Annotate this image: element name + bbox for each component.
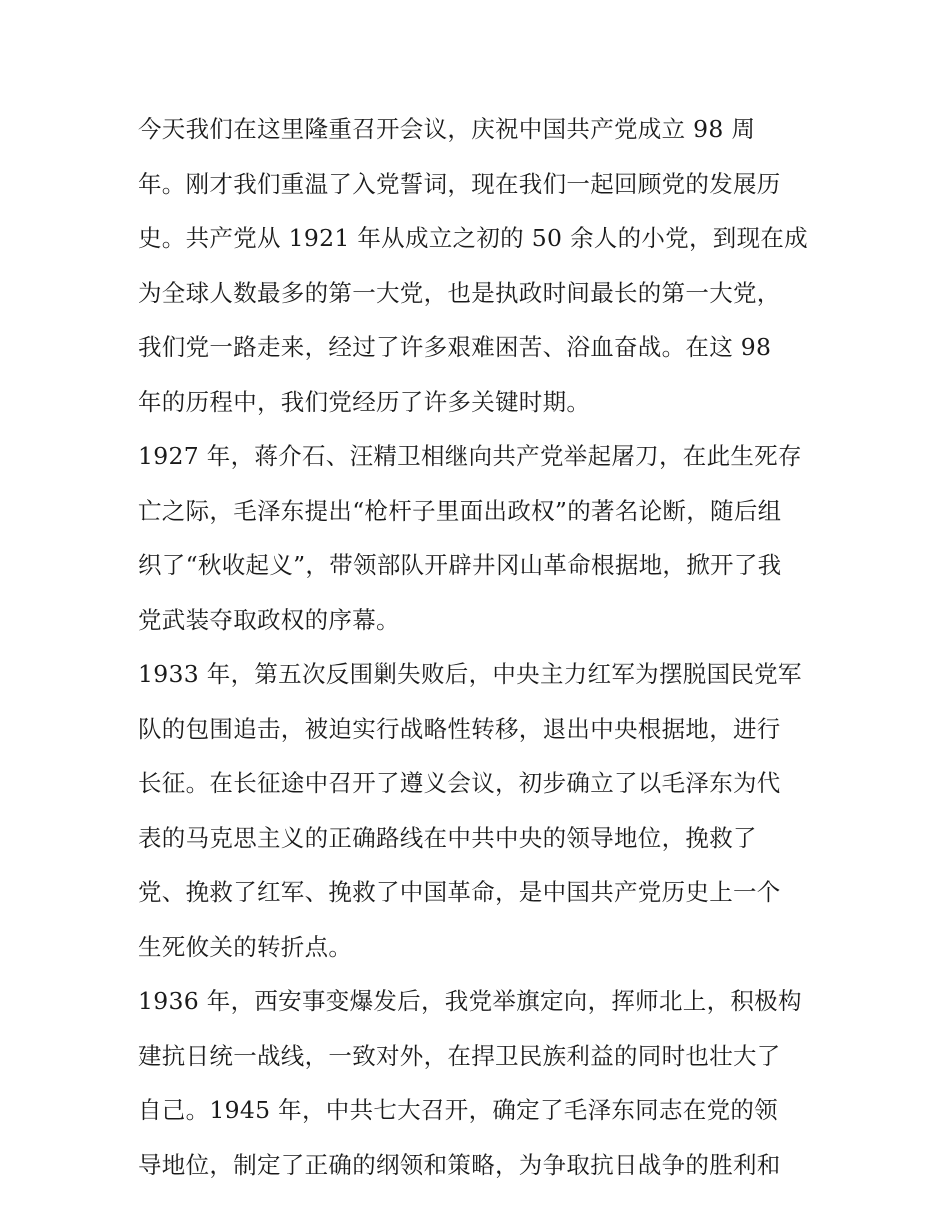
text-line: 建抗日统一战线，一致对外，在捍卫民族利益的同时也壮大了 — [138, 1041, 781, 1070]
paragraph-2 — [138, 429, 818, 647]
text-line: 1933 年，第五次反围剿失败后，中央主力红军为摆脱国民党军 — [138, 660, 802, 688]
text-line: 我们党一路走来，经过了许多艰难困苦、浴血奋战。在这 98 — [138, 333, 772, 361]
document-body — [138, 102, 818, 1192]
text-line: 队的包围追击，被迫实行战略性转移，退出中央根据地，进行 — [138, 714, 781, 743]
text-line: 表的马克思主义的正确路线在中共中央的领导地位，挽救了 — [138, 823, 757, 852]
text-line: 党武装夺取政权的序幕。 — [138, 605, 400, 634]
text-line: 1927 年，蒋介石、汪精卫相继向共产党举起屠刀，在此生死存 — [138, 442, 802, 470]
text-line: 为全球人数最多的第一大党，也是执政时间最长的第一大党， — [138, 278, 781, 307]
text-line: 导地位，制定了正确的纲领和策略，为争取抗日战争的胜利和 — [138, 1150, 781, 1179]
paragraph-3 — [138, 647, 818, 974]
paragraph-4 — [138, 974, 818, 1192]
text-line: 自己。1945 年，中共七大召开，确定了毛泽东同志在党的领 — [138, 1096, 778, 1124]
text-line: 亡之际，毛泽东提出“枪杆子里面出政权”的著名论断，随后组 — [138, 496, 782, 525]
text-line: 今天我们在这里隆重召开会议，庆祝中国共产党成立 98 周 — [138, 115, 756, 143]
text-line: 年。刚才我们重温了入党誓词，现在我们一起回顾党的发展历 — [138, 169, 781, 198]
text-line: 1936 年，西安事变爆发后，我党举旗定向，挥师北上，积极构 — [138, 987, 802, 1015]
text-line: 党、挽救了红军、挽救了中国革命，是中国共产党历史上一个 — [138, 878, 781, 906]
text-line: 生死攸关的转折点。 — [138, 932, 353, 961]
text-line: 年的历程中，我们党经历了许多关键时期。 — [138, 387, 591, 416]
text-line: 织了“秋收起义”，带领部队开辟井冈山革命根据地，掀开了我 — [138, 551, 782, 579]
paragraph-1 — [138, 102, 818, 429]
text-line: 长征。在长征途中召开了遵义会议，初步确立了以毛泽东为代 — [138, 769, 781, 797]
text-line: 史。共产党从 1921 年从成立之初的 50 余人的小党，到现在成 — [138, 224, 808, 252]
